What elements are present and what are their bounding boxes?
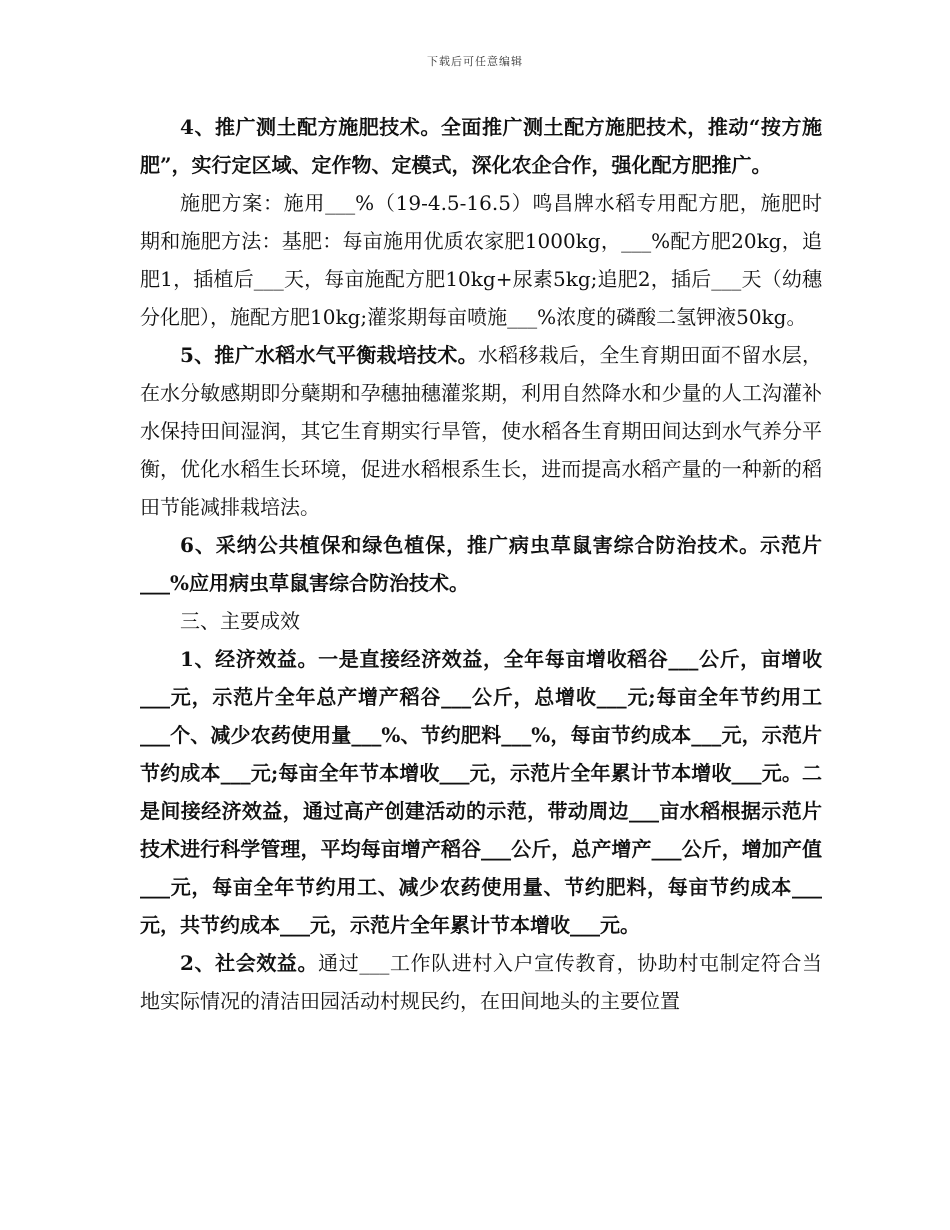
paragraph-lead: 1、经济效益。一是直接经济效益，全年每亩增收稻谷___公斤，亩增收___元，示范片全年总产增产稻谷___公斤，总增收___元;每亩全年节约用工___个、减少农药使用量___%、节约肥料___%，每亩节约成本___元，示范片节约成本___元;每亩全年节本增收___元，示范片全年累计节本增收___元。二是间接经济效益，通过高产创建活动的示范，带动周边___亩水稻根据示范片技术进行科学管理，平均每亩增产稻谷___公斤，总产增产___公斤，增加产值___元，每亩全年节约用工、减少农药使用量、节约肥料，每亩节约成本___元，共节约成本___元，示范片全年累计节本增收___元。 — [140, 647, 822, 937]
paragraph-lead: 5、推广水稻水气平衡栽培技术。 — [180, 343, 478, 367]
paragraph-economic-benefit — [140, 640, 822, 944]
paragraph-body: 通过___工作队进村入户宣传教育，协助村屯制定符合当地实际情况的清洁田园活动村规民约，在田间地头的主要位置 — [140, 951, 823, 1013]
page-header: 下载后可任意编辑 — [427, 55, 523, 68]
paragraph-lead: 4、推广测土配方施肥技术。 — [180, 115, 441, 139]
paragraph-social-benefit — [140, 944, 822, 1020]
paragraph-body: 全面推广测土配方施肥技术，推动“按方施肥”，实行定区域、定作物、定模式，深化农企合作，强化配方肥推广。 — [140, 115, 822, 177]
paragraph-body: 三、主要成效 — [180, 609, 300, 633]
paragraph-fertilizer-tech — [140, 108, 822, 184]
section-heading-main-results — [140, 602, 822, 640]
paragraph-lead: 6、采纳公共植保和绿色植保，推广病虫草鼠害综合防治技术。示范片___%应用病虫草鼠害综合防治技术。 — [140, 533, 822, 595]
paragraph-plant-protection — [140, 526, 822, 602]
paragraph-body: 水稻移栽后，全生育期田面不留水层，在水分敏感期即分蘖期和孕穗抽穗灌浆期，利用自然降水和少量的人工沟灌补水保持田间湿润，其它生育期实行旱管，使水稻各生育期田间达到水气养分平衡，优化水稻生长环境，促进水稻根系生长，进而提高水稻产量的一种新的稻田节能减排栽培法。 — [140, 343, 822, 519]
paragraph-fertilizer-plan — [140, 184, 822, 336]
paragraph-water-air-tech — [140, 336, 822, 526]
paragraph-body: 施肥方案：施用___%（19-4.5-16.5）鸣昌牌水稻专用配方肥，施肥时期和施肥方法：基肥：每亩施用优质农家肥1000kg，___%配方肥20kg，追肥1，插植后___天，每亩施配方肥10kg+尿素5kg;追肥2，插后___天（幼穗分化肥），施配方肥10kg;灌浆期每亩喷施___%浓度的磷酸二氢钾液50kg。 — [140, 191, 822, 329]
paragraph-lead: 2、社会效益。 — [180, 951, 319, 975]
document-body — [140, 108, 822, 1020]
